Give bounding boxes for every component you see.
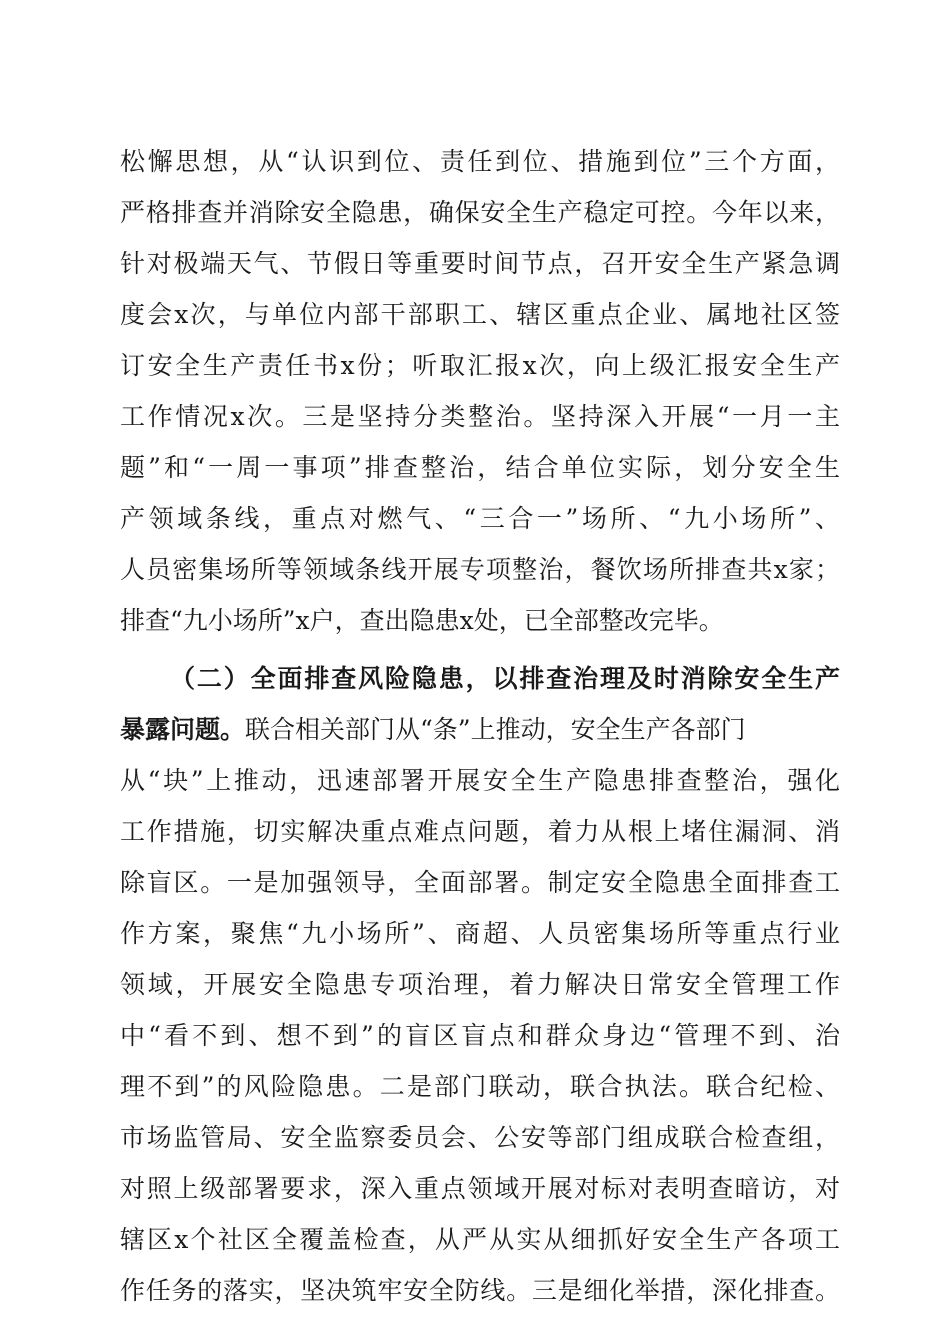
paragraph-line: 除盲区。一是加强领导，全面部署。制定安全隐患全面排查工: [120, 868, 840, 897]
paragraph-line: 工作情况x次。三是坚持分类整治。坚持深入开展“一月一主: [120, 402, 840, 431]
paragraph-line: 辖区x个社区全覆盖检查，从严从实从细抓好安全生产各项工: [120, 1225, 840, 1254]
paragraph-line: 题”和“一周一事项”排查整治，结合单位实际，划分安全生: [120, 453, 840, 482]
paragraph-line: 作任务的落实，坚决筑牢安全防线。三是细化举措，深化排查。: [120, 1276, 840, 1305]
paragraph-line: 订安全生产责任书x份；听取汇报x次，向上级汇报安全生产: [120, 351, 840, 380]
paragraph-line: 工作措施，切实解决重点难点问题，着力从根上堵住漏洞、消: [120, 817, 840, 846]
paragraph-line: 产领域条线，重点对燃气、“三合一”场所、“九小场所”、: [120, 504, 840, 533]
paragraph-line: 从“块”上推动，迅速部署开展安全生产隐患排查整治，强化: [120, 766, 840, 795]
paragraph-line: 人员密集场所等领域条线开展专项整治，餐饮场所排查共x家；: [120, 555, 840, 584]
paragraph-line: 严格排查并消除安全隐患，确保安全生产稳定可控。今年以来，: [120, 198, 840, 227]
paragraph-line: 排查“九小场所”x户，查出隐患x处，已全部整改完毕。: [120, 606, 724, 635]
paragraph-line: 市场监管局、安全监察委员会、公安等部门组成联合检查组，: [120, 1123, 840, 1152]
paragraph-line: 理不到”的风险隐患。二是部门联动，联合执法。联合纪检、: [120, 1072, 840, 1101]
section-heading: （二）全面排查风险隐患，以排查治理及时消除安全生产: [170, 664, 840, 693]
paragraph-line: 针对极端天气、节假日等重要时间节点，召开安全生产紧急调: [120, 249, 840, 278]
paragraph-line: 作方案，聚焦“九小场所”、商超、人员密集场所等重点行业: [120, 919, 840, 948]
paragraph-line: 松懈思想，从“认识到位、责任到位、措施到位”三个方面，: [120, 147, 840, 176]
paragraph-line: 度会x次，与单位内部干部职工、辖区重点企业、属地社区签: [120, 300, 840, 329]
section-heading-end: 暴露问题。: [120, 715, 246, 744]
paragraph-line: 领域，开展安全隐患专项治理，着力解决日常安全管理工作: [120, 970, 840, 999]
paragraph-line: 中“看不到、想不到”的盲区盲点和群众身边“管理不到、治: [120, 1021, 840, 1050]
paragraph-line: [120, 714, 840, 746]
paragraph-text: 联合相关部门从“条”上推动，安全生产各部门: [245, 715, 746, 744]
paragraph-line: 对照上级部署要求，深入重点领域开展对标对表明查暗访，对: [120, 1174, 840, 1203]
